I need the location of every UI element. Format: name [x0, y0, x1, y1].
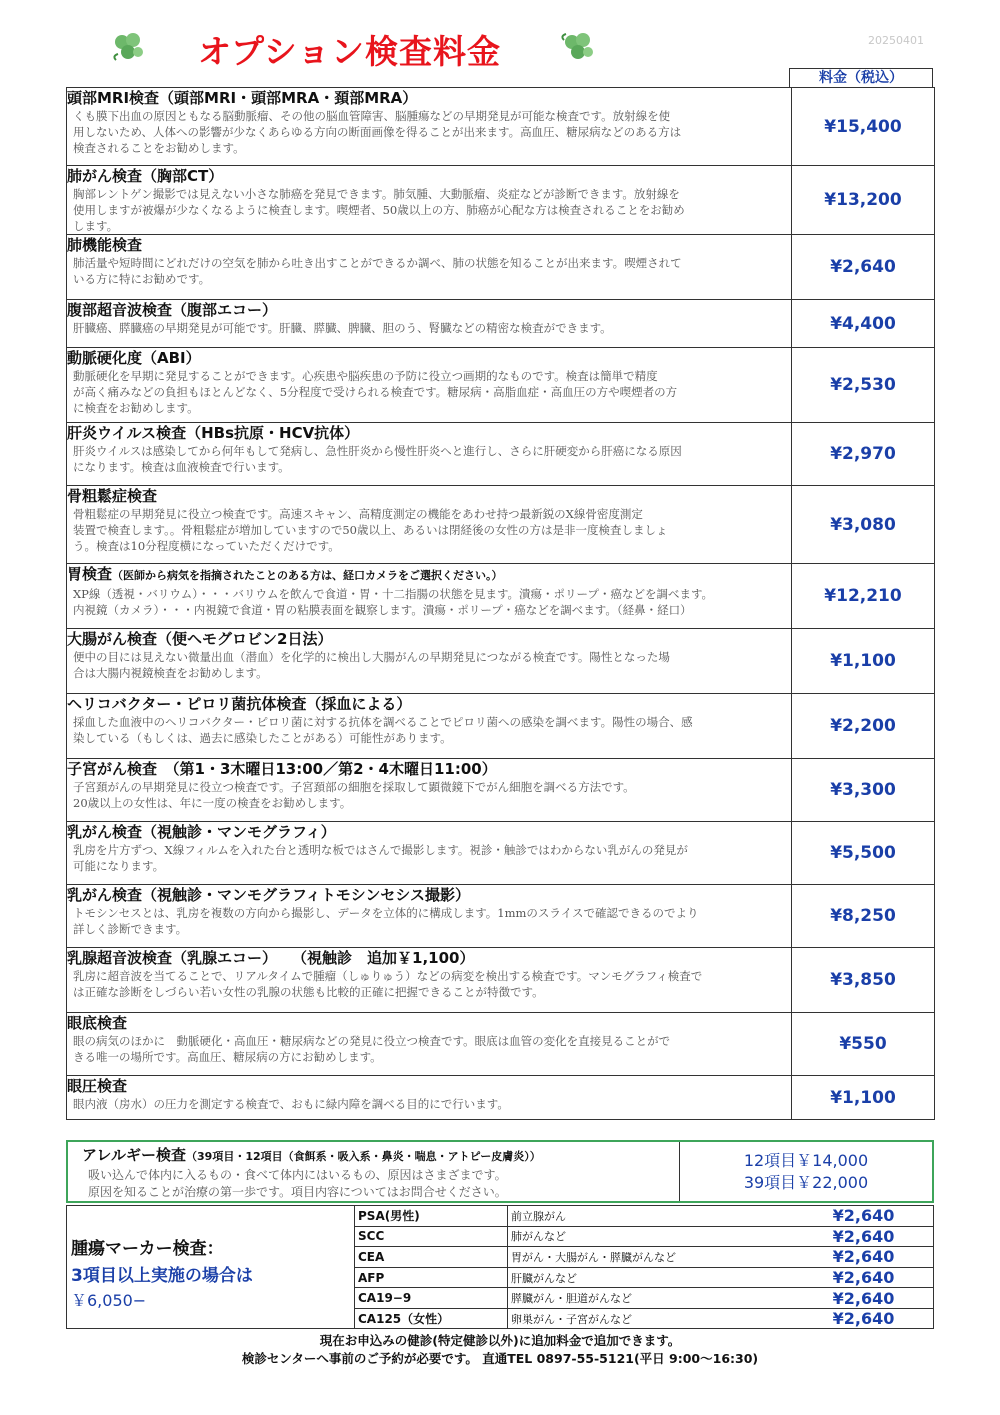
exam-description: [67, 694, 792, 759]
exam-description-line: 眼内液（房水）の圧力を測定する検査で、おもに緑内障を調べる目的にで行います。: [73, 1097, 509, 1111]
exam-row: [67, 694, 935, 759]
footer-line: 検診センターへ事前のご予約が必要です。 直通TEL 0897-55-5121(平日 9:00〜16:30): [241, 1351, 759, 1366]
tumor-title: 腫瘍マーカー検査：: [71, 1239, 224, 1259]
exam-row: [67, 88, 935, 166]
exam-description-line: 装置で検査します。。骨粗鬆症が増加していますので50歳以上、あるいは閉経後の女性の方は是非一度検査しましょ: [73, 523, 668, 537]
exam-description-line: 子宮頚がんの早期発見に役立つ検査です。子宮頚部の細胞を採取して顕微鏡下でがん細胞を調べる方法です。: [73, 780, 635, 794]
exam-title-note: （医師から病気を指摘されたことのある方は、経口カメラをご選択ください。）: [112, 569, 503, 582]
exam-price: ¥5,500: [792, 822, 935, 885]
exam-title-text: 骨粗鬆症検査: [67, 487, 158, 505]
marker-name: AFP: [355, 1267, 508, 1288]
exam-title-text: 頭部MRI検査（頭部MRI・頭部MRA・頚部MRA）: [67, 89, 418, 107]
exam-title-text: 乳がん検査（視触診・マンモグラフィ）: [67, 823, 336, 841]
exam-description-line: XP線（透視・バリウム）・・・バリウムを飲んで食道・胃・十二指腸の状態を見ます。潰瘍・ポリープ・癌などを調べます。: [73, 587, 714, 601]
allergy-price-12: 12項目￥14,000: [743, 1151, 869, 1170]
exam-description-line: 眼の病気のほかに 動脈硬化・高血圧・糖尿病などの発見に役立つ検査です。眼底は血管の変化を直接見ることがで: [73, 1034, 671, 1048]
exam-title: [67, 423, 791, 443]
marker-name: SCC: [355, 1226, 508, 1247]
page-header: [0, 0, 1000, 70]
marker-target: 肺がんなど: [508, 1226, 795, 1247]
exam-description-line: う。検査は10分程度横になっていただくだけです。: [73, 539, 340, 553]
exam-description: [67, 235, 792, 300]
exam-description-line: 肝炎ウイルスは感染してから何年もして発病し、急性肝炎から慢性肝炎へと進行し、さらに肝硬変から肝癌になる原因: [73, 444, 682, 458]
marker-name: CA19−9: [355, 1288, 508, 1309]
marker-price: ¥2,640: [794, 1226, 933, 1247]
exam-row: [67, 885, 935, 948]
exam-title-text: 乳がん検査（視触診・マンモグラフィトモシンセシス撮影）: [67, 886, 470, 904]
exam-row: [67, 629, 935, 694]
exam-title: [67, 759, 791, 779]
exam-description: [67, 88, 792, 166]
exam-description-line: 内視鏡（カメラ）・・・内視鏡で食道・胃の粘膜表面を観察します。潰瘍・ポリープ・癌などを調べます。（経鼻・経口）: [73, 603, 692, 617]
allergy-exam-box: [66, 1140, 934, 1203]
exam-title-text: 大腸がん検査（便ヘモグロビン2日法）: [67, 630, 333, 648]
exam-title: [67, 348, 791, 368]
marker-price: ¥2,640: [794, 1206, 933, 1226]
exam-price: ¥13,200: [792, 166, 935, 235]
exam-row: [67, 948, 935, 1013]
exam-description-line: 動脈硬化を早期に発見することができます。心疾患や脳疾患の予防に役立つ画期的なものです。検査は簡単で精度: [73, 369, 658, 383]
tumor-marker-row: [355, 1206, 934, 1226]
exam-description-line: 乳房に超音波を当てることで、リアルタイムで腫瘤（しゅりゅう）などの病変を検出する検査です。マンモグラフィ検査で: [73, 969, 703, 983]
exam-price: ¥1,100: [792, 1076, 935, 1120]
exam-description-line: きる唯一の場所です。高血圧、糖尿病の方にお勧めします。: [73, 1050, 382, 1064]
exam-description-line: します。: [73, 219, 119, 233]
exam-title: [67, 166, 791, 186]
marker-target: 卵巣がん・子宮がんなど: [511, 1312, 632, 1326]
exam-title: [67, 300, 791, 320]
exam-description: [67, 423, 792, 486]
marker-price: ¥2,640: [794, 1247, 933, 1268]
footer-line: 現在お申込みの健診(特定健診以外)に追加料金で追加できます。: [319, 1333, 681, 1348]
exam-description-line: いる方に特にお勧めです。: [73, 272, 211, 286]
exam-description-line: 肺活量や短時間にどれだけの空気を肺から吐き出すことができるか調べ、肺の状態を知ることが出来ます。喫煙されて: [73, 256, 682, 270]
tumor-marker-row: [355, 1247, 934, 1268]
exam-title-text: ヘリコバクター・ピロリ菌抗体検査（採血による）: [67, 695, 412, 713]
exam-title: [67, 486, 791, 506]
exam-row: [67, 564, 935, 629]
exam-title-text: 肺機能検査: [67, 236, 143, 254]
exam-description-line: 検査されることをお勧めします。: [73, 141, 245, 155]
exam-description-line: トモシンセスとは、乳房を複数の方向から撮影し、データを立体的に構成します。1mmのスライスで確認できるのでより: [73, 906, 699, 920]
exam-description: [67, 629, 792, 694]
exam-description: [67, 822, 792, 885]
allergy-line: 吸い込んで体内に入るもの・食べて体内にはいるもの、原因はさまざまです。: [88, 1168, 507, 1182]
exam-description: [67, 166, 792, 235]
exam-title: [67, 1076, 791, 1096]
marker-name: CEA: [355, 1247, 508, 1268]
tumor-note: 3項目以上実施の場合は: [71, 1266, 253, 1286]
exam-row: [67, 423, 935, 486]
exam-price: ¥2,200: [792, 694, 935, 759]
exam-description: [67, 300, 792, 348]
exam-description-line: 乳房を片方ずつ、X線フィルムを入れた台と透明な板ではさんで撮影します。視診・触診ではわからない乳がんの発見が: [73, 843, 688, 857]
tumor-bundle-price: ￥6,050−: [71, 1291, 147, 1310]
exam-row: [67, 300, 935, 348]
allergy-line: 原因を知ることが治療の第一歩です。項目内容についてはお問合せください。: [88, 1185, 507, 1199]
clover-icon: [108, 30, 148, 66]
exam-price: ¥8,250: [792, 885, 935, 948]
exam-description: [67, 759, 792, 822]
exam-description-line: 便中の目には見えない微量出血（潜血）を化学的に検出し大腸がんの早期発見につながる検査です。陽性となった場: [73, 650, 670, 664]
exam-description: [67, 948, 792, 1013]
exam-price: ¥4,400: [792, 300, 935, 348]
exam-price: ¥1,100: [792, 629, 935, 694]
tumor-marker-row: [355, 1267, 934, 1288]
marker-price: ¥2,640: [832, 1309, 895, 1329]
marker-price: ¥2,640: [794, 1267, 933, 1288]
exam-price: ¥12,210: [792, 564, 935, 629]
allergy-price-39: 39項目￥22,000: [743, 1173, 869, 1192]
exam-title-text: 肺がん検査（胸部CT）: [67, 167, 224, 185]
exam-title-text: 子宮がん検査 （第1・3木曜日13:00／第2・4木曜日11:00）: [67, 760, 497, 778]
exam-description-line: に検査をお勧めします。: [73, 401, 199, 415]
exam-description: [67, 1013, 792, 1076]
exam-title: [67, 694, 791, 714]
exam-description: [67, 885, 792, 948]
tumor-marker-box: [66, 1205, 934, 1329]
exam-price: ¥2,640: [792, 235, 935, 300]
exam-title: [67, 235, 791, 255]
exam-row: [67, 1076, 935, 1120]
exam-description-line: 20歳以上の女性は、年に一度の検査をお勧めします。: [73, 796, 352, 810]
tumor-marker-row: [355, 1308, 934, 1328]
exam-description-line: 肝臓癌、膵臓癌の早期発見が可能です。肝臓、膵臓、脾臓、胆のう、腎臓などの精密な検査ができます。: [73, 321, 612, 335]
exam-description-line: 使用しますが被爆が少なくなるように検査します。喫煙者、50歳以上の方、肺癌が心配な方は検査されることをお勧め: [73, 203, 685, 217]
exam-title-text: 胃検査: [67, 565, 113, 583]
marker-target: 胃がん・大腸がん・膵臓がんなど: [508, 1247, 795, 1268]
marker-target: 膵臓がん・胆道がんなど: [508, 1288, 795, 1309]
exam-title: [67, 948, 791, 968]
exam-price: ¥3,850: [792, 948, 935, 1013]
exam-row: [67, 486, 935, 564]
exam-description-line: 胸部レントゲン撮影では見えない小さな肺癌を発見できます。肺気腫、大動脈瘤、炎症などが診断できます。放射線を: [73, 187, 680, 201]
exam-description: [67, 348, 792, 423]
exam-title-text: 眼底検査: [67, 1014, 128, 1032]
option-exam-table: [66, 87, 935, 1120]
page-title: オプション検査料金: [198, 32, 502, 71]
exam-price: ¥3,080: [792, 486, 935, 564]
exam-description-line: 用しないため、人体への影響が少なくあらゆる方向の断面画像を得ることが出来ます。高血圧、糖尿病などのある方は: [73, 125, 682, 139]
exam-description: [67, 486, 792, 564]
price-column-header: 料金（税込）: [789, 68, 933, 88]
exam-price: ¥15,400: [792, 88, 935, 166]
marker-price: ¥2,640: [794, 1288, 933, 1309]
exam-description-line: 骨粗鬆症の早期発見に役立つ検査です。高速スキャン、高精度測定の機能をあわせ持つ最新鋭のX線骨密度測定: [73, 507, 643, 521]
exam-row: [67, 759, 935, 822]
exam-title-text: 乳腺超音波検査（乳腺エコー） （視触診 追加￥1,100）: [67, 949, 475, 967]
exam-description-line: くも膜下出血の原因ともなる脳動脈瘤、その他の脳血管障害、脳腫瘍などの早期発見が可能な検査です。放射線を使: [73, 109, 671, 123]
exam-price: ¥3,300: [792, 759, 935, 822]
exam-description-line: 採血した血液中のヘリコバクター・ピロリ菌に対する抗体を調べることでピロリ菌への感染を調べます。陽性の場合、感: [73, 715, 693, 729]
exam-title-text: 動脈硬化度（ABI）: [67, 349, 201, 367]
exam-description-line: 詳しく診断できます。: [73, 922, 188, 936]
exam-description-line: は正確な診断をしづらい若い女性の乳腺の状態も比較的正確に把握できることが特徴です。: [73, 985, 544, 999]
exam-title: [67, 1013, 791, 1033]
exam-row: [67, 822, 935, 885]
exam-title-text: 肝炎ウイルス検査（HBs抗原・HCV抗体）: [67, 424, 360, 442]
exam-description-line: 染している（もしくは、過去に感染したことがある）可能性があります。: [73, 731, 452, 745]
exam-title: [67, 88, 791, 108]
exam-description: [67, 564, 792, 629]
exam-description-line: 可能になります。: [73, 859, 165, 873]
exam-row: [67, 166, 935, 235]
exam-row: [67, 348, 935, 423]
exam-description-line: が高く痛みなどの負担もほとんどなく、5分程度で受けられる検査です。糖尿病・高脂血症・高血圧の方や喫煙者の方: [73, 385, 678, 399]
marker-target: 前立腺がん: [508, 1206, 795, 1226]
clover-icon: [558, 30, 598, 66]
exam-row: [67, 1013, 935, 1076]
exam-title: [67, 822, 791, 842]
exam-price: ¥550: [792, 1013, 935, 1076]
marker-name: CA125（女性）: [355, 1308, 508, 1328]
exam-description: [67, 1076, 792, 1120]
marker-target: 肝臓がんなど: [508, 1267, 795, 1288]
tumor-marker-row: [355, 1288, 934, 1309]
date-code: 20250401: [868, 34, 924, 47]
exam-title: [67, 629, 791, 649]
exam-title: [67, 564, 791, 586]
allergy-title: アレルギー検査（39項目・12項目（食餌系・吸入系・鼻炎・喘息・アトピー皮膚炎））: [82, 1146, 541, 1164]
exam-price: ¥2,530: [792, 348, 935, 423]
exam-title-text: 眼圧検査: [67, 1077, 128, 1095]
exam-price: ¥2,970: [792, 423, 935, 486]
exam-description-line: になります。検査は血液検査で行います。: [73, 460, 290, 474]
exam-row: [67, 235, 935, 300]
marker-name: PSA(男性): [355, 1206, 508, 1226]
exam-title-text: 腹部超音波検査（腹部エコー）: [67, 301, 278, 319]
exam-description-line: 合は大腸内視鏡検査をお勧めします。: [73, 666, 268, 680]
tumor-marker-table: [354, 1206, 933, 1329]
tumor-marker-row: [355, 1226, 934, 1247]
exam-title: [67, 885, 791, 905]
